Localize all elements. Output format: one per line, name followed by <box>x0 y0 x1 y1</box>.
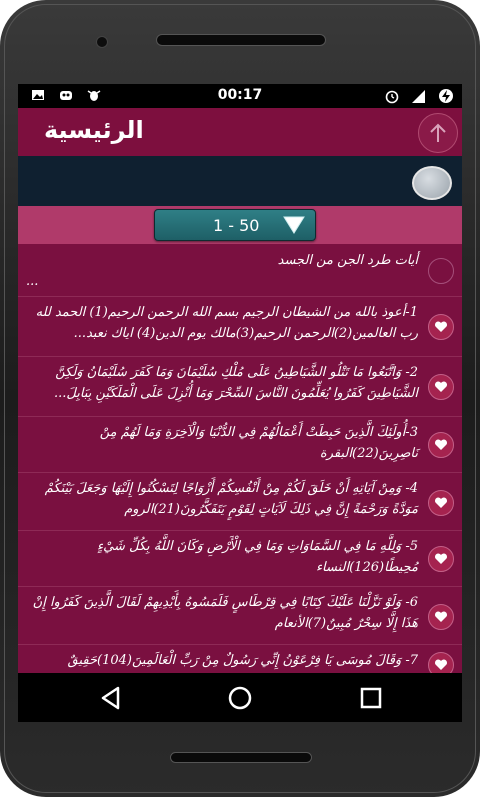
home-circle-icon[interactable] <box>227 685 253 711</box>
list-item-text: 6- وَلَوْ نَزَّلْنَا عَلَيْكَ كِتَابًا فِي قِرْطَاسٍ فَلَمَسُوهُ بِأَيْدِيهِمْ لَقَالَ الَّذِينَ كَفَرُوا إِنْ هَذَا إِلَّا سِحْرٌ مُبِينٌ(7)الأنعام <box>32 595 418 631</box>
heart-icon[interactable] <box>428 546 454 572</box>
list-item[interactable] <box>18 586 462 645</box>
list-item[interactable] <box>18 356 462 417</box>
app-bar <box>18 108 462 156</box>
status-bar <box>18 84 462 108</box>
list-item-text: 5- وَلِلَّهِ مَا فِي السَّمَاوَاتِ وَمَا فِي الْأَرْضِ وَكَانَ اللَّهُ بِكُلِّ شَيْءٍ مُحِيطًا(126)النساء <box>97 539 418 575</box>
page-range-value: 1 - 50 <box>213 216 260 235</box>
list-header-text <box>26 250 418 292</box>
bottom-grille <box>170 752 312 763</box>
heart-icon[interactable] <box>428 490 454 516</box>
list-item[interactable] <box>18 296 462 357</box>
heart-icon[interactable] <box>428 374 454 400</box>
arrow-up-icon <box>419 114 457 152</box>
list-item-text: 4- وَمِنْ آيَاتِهِ أَنْ خَلَقَ لَكُمْ مِنْ أَنْفُسِكُمْ أَزْوَاجًا لِتَسْكُنُوا إِلَيْهَا وَجَعَلَ بَيْنَكُمْ مَوَدَّةً وَرَحْمَةً إِنَّ فِي ذَلِكَ لَآيَاتٍ لِقَوْمٍ يَتَفَكَّرُونَ(21)الروم <box>44 481 418 517</box>
pager-bar <box>18 206 462 244</box>
triangle-down-icon <box>283 215 305 235</box>
heart-icon[interactable] <box>428 604 454 630</box>
battery-charging-icon <box>438 88 454 104</box>
navigation-bar <box>18 673 462 722</box>
list-item[interactable] <box>18 416 462 473</box>
back-triangle-icon[interactable] <box>98 685 124 711</box>
page-range-dropdown[interactable] <box>154 209 316 241</box>
recents-square-icon[interactable] <box>358 685 384 711</box>
alarm-icon <box>384 88 400 104</box>
screen <box>18 84 462 722</box>
heart-icon[interactable] <box>428 314 454 340</box>
list-item-text: 3-أُولَئِكَ الَّذِينَ حَبِطَتْ أَعْمَالُهُمْ فِي الدُّنْيَا وَالْآخِرَةِ وَمَا لَهُمْ مِنْ نَاصِرِينَ(22)البقرة <box>99 425 418 461</box>
empty-circle-icon <box>428 258 454 284</box>
toggle-switch[interactable] <box>412 166 452 200</box>
status-time: 00:17 <box>217 87 263 103</box>
scroll-up-button[interactable] <box>418 113 458 153</box>
page-title: الرئيسية <box>44 116 144 144</box>
list-item[interactable] <box>18 530 462 587</box>
list-header-ellipsis: ... <box>26 274 39 289</box>
verses-list <box>18 244 462 722</box>
front-camera <box>96 36 108 48</box>
signal-icon <box>410 88 426 104</box>
list-header-item[interactable] <box>18 244 462 297</box>
list-item-text: 1-أعوذ بالله من الشيطان الرجيم بسم الله الرحمن الرحيم(1) الحمد لله رب العالمين(2)الرحمن الرحيم(3)مالك يوم الدين(4) اياك نعبد... <box>35 305 418 341</box>
list-header-title: أيات طرد الجن من الجسد <box>277 253 418 268</box>
search-toolbar <box>18 156 462 206</box>
heart-icon[interactable] <box>428 432 454 458</box>
list-item-text: 2- وَاتَّبَعُوا مَا تَتْلُو الشَّيَاطِينُ عَلَى مُلْكِ سُلَيْمَانَ وَمَا كَفَرَ سُلَيْمَانُ وَلَكِنَّ الشَّيَاطِينَ كَفَرُوا يُعَلِّمُونَ النَّاسَ السِّحْرَ وَمَا أُنْزِلَ عَلَى الْمَلَكَيْنِ بِبَابِلَ... <box>54 365 418 401</box>
list-item-text: 7- وَقَالَ مُوسَى يَا فِرْعَوْنُ إِنِّي رَسُولٌ مِنْ رَبِّ الْعَالَمِينَ(104)حَقِيقٌ <box>67 653 418 668</box>
earpiece-speaker <box>156 34 326 46</box>
list-item[interactable] <box>18 472 462 531</box>
